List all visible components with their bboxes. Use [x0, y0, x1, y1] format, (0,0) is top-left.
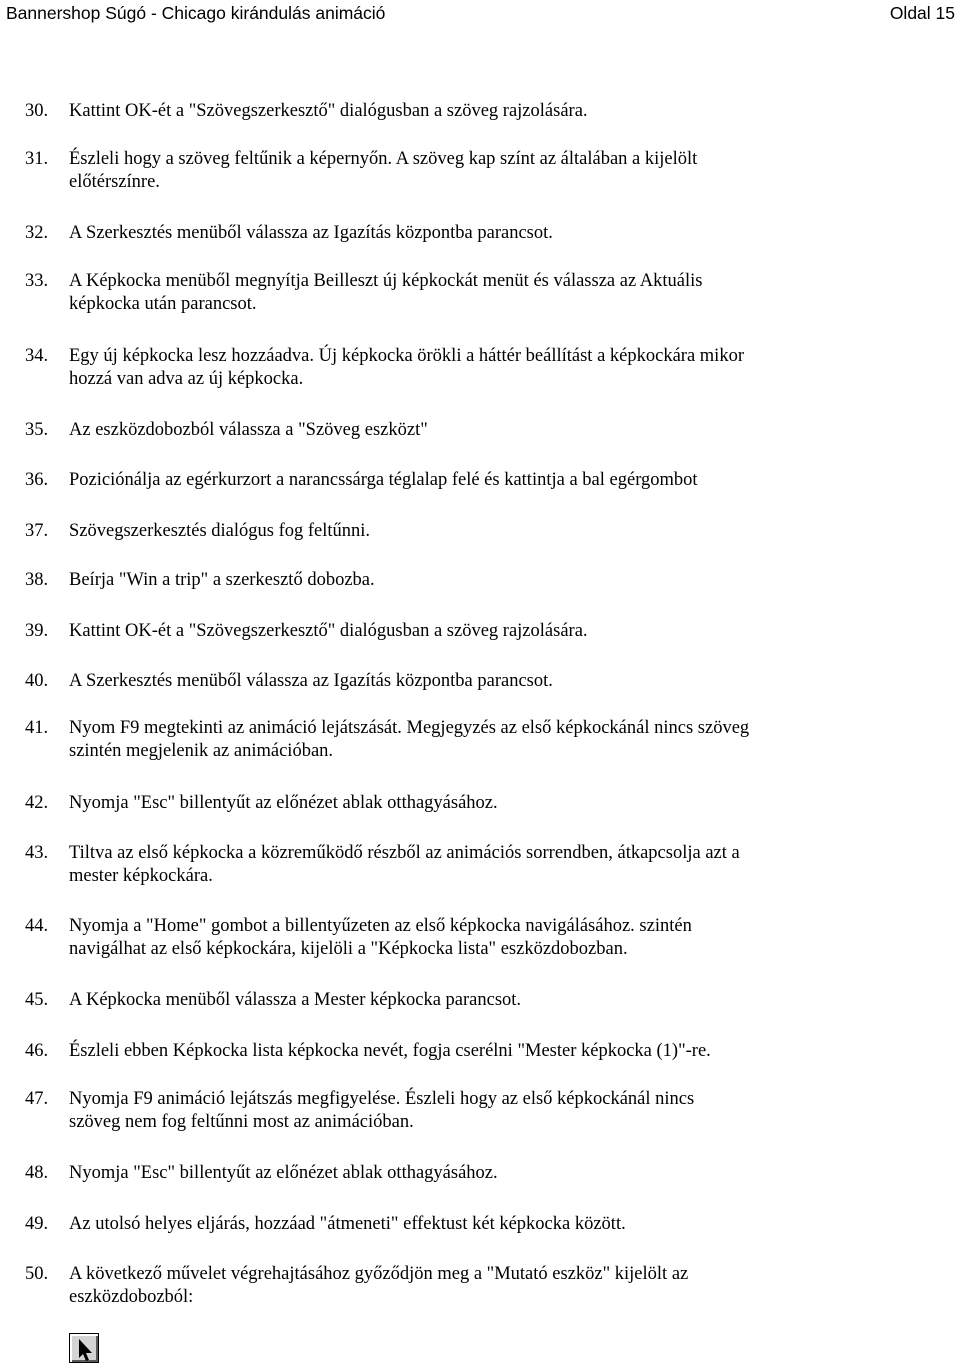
step-text-line: Poziciónálja az egérkurzort a narancssárga téglalap felé és kattintja a bal egérgombot	[69, 470, 698, 490]
step-text-line: szintén megjelenik az animációban.	[69, 741, 334, 761]
step-text	[69, 1088, 929, 1134]
step-text-line: Szövegszerkesztés dialógus fog feltűnni.	[69, 521, 371, 541]
step-number: 46.	[25, 1041, 49, 1061]
step-number: 47.	[25, 1089, 49, 1109]
step-text	[69, 419, 929, 442]
step-number: 35.	[25, 420, 49, 440]
step-text-line: A Képkocka menüből megnyítja Beilleszt új képkockát menüt és válassza az Aktuális	[69, 271, 703, 291]
step-text	[69, 1263, 929, 1309]
step-number: 45.	[25, 990, 49, 1010]
step-text	[69, 1162, 929, 1185]
step-text-line: A következő művelet végrehajtásához győződjön meg a "Mutató eszköz" kijelölt az	[69, 1264, 689, 1284]
step-text	[69, 842, 929, 888]
step-text-line: Egy új képkocka lesz hozzáadva. Új képkocka örökli a háttér beállítást a képkockára mikor	[69, 346, 744, 366]
step-text-line: Nyomja "Esc" billentyűt az előnézet ablak otthagyásához.	[69, 1163, 498, 1183]
step-text	[69, 345, 929, 391]
step-text-line: hozzá van adva az új képkocka.	[69, 369, 304, 389]
step-text-line: Észleli ebben Képkocka lista képkocka nevét, fogja cserélni "Mester képkocka (1)"-re.	[69, 1041, 711, 1061]
step-text	[69, 1213, 929, 1236]
step-number: 43.	[25, 843, 49, 863]
arrow-pointer-icon[interactable]	[69, 1333, 99, 1363]
step-text-line: mester képkockára.	[69, 866, 213, 886]
step-text	[69, 100, 929, 123]
step-text-line: Nyomja "Esc" billentyűt az előnézet ablak otthagyásához.	[69, 793, 498, 813]
step-number: 34.	[25, 346, 49, 366]
step-number: 49.	[25, 1214, 49, 1234]
step-text-line: képkocka után parancsot.	[69, 294, 257, 314]
step-number: 44.	[25, 916, 49, 936]
page-number: Oldal 15	[889, 3, 955, 23]
step-text	[69, 670, 929, 693]
step-text	[69, 717, 929, 763]
step-text-line: Kattint OK-ét a "Szövegszerkesztő" dialógusban a szöveg rajzolására.	[69, 101, 588, 121]
step-text-line: előtérszínre.	[69, 172, 160, 192]
arrow-pointer-glyph	[70, 1334, 100, 1364]
step-number: 40.	[25, 671, 49, 691]
step-number: 36.	[25, 470, 49, 490]
step-text	[69, 1040, 929, 1063]
step-text-line: navigálhat az első képkockára, kijelöli a "Képkocka lista" eszközdobozban.	[69, 939, 628, 959]
step-text-line: Beírja "Win a trip" a szerkesztő dobozba.	[69, 570, 375, 590]
step-text-line: eszközdobozból:	[69, 1287, 194, 1307]
page-header	[0, 0, 960, 30]
step-text-line: Nyomja F9 animáció lejátszás megfigyelése. Észleli hogy az első képkockánál nincs	[69, 1089, 695, 1109]
step-number: 32.	[25, 223, 49, 243]
step-text	[69, 620, 929, 643]
step-text-line: Az eszközdobozból válassza a "Szöveg eszközt"	[69, 420, 428, 440]
step-number: 41.	[25, 718, 49, 738]
header-title: Bannershop Súgó - Chicago kirándulás animáció	[6, 3, 386, 23]
step-text	[69, 148, 929, 194]
step-number: 31.	[25, 149, 49, 169]
step-text-line: Az utolsó helyes eljárás, hozzáad "átmeneti" effektust két képkocka között.	[69, 1214, 626, 1234]
step-text	[69, 270, 929, 316]
step-text-line: Észleli hogy a szöveg feltűnik a képernyőn. A szöveg kap színt az általában a kijelölt	[69, 149, 698, 169]
step-text	[69, 520, 929, 543]
step-text-line: Nyomja a "Home" gombot a billentyűzeten az első képkocka navigálásához. szintén	[69, 916, 692, 936]
step-number: 37.	[25, 521, 49, 541]
step-text	[69, 469, 929, 492]
step-text-line: szöveg nem fog feltűnni most az animációban.	[69, 1112, 414, 1132]
step-text-line: Nyom F9 megtekinti az animáció lejátszását. Megjegyzés az első képkockánál nincs szöveg	[69, 718, 750, 738]
step-text	[69, 222, 929, 245]
step-text-line: A Szerkesztés menüből válassza az Igazítás központba parancsot.	[69, 223, 553, 243]
step-text	[69, 792, 929, 815]
step-number: 38.	[25, 570, 49, 590]
step-number: 30.	[25, 101, 49, 121]
step-number: 33.	[25, 271, 49, 291]
step-text-line: A Képkocka menüből válassza a Mester képkocka parancsot.	[69, 990, 522, 1010]
step-number: 42.	[25, 793, 49, 813]
step-text	[69, 569, 929, 592]
step-number: 50.	[25, 1264, 49, 1284]
step-number: 39.	[25, 621, 49, 641]
step-number: 48.	[25, 1163, 49, 1183]
step-text	[69, 989, 929, 1012]
step-text-line: A Szerkesztés menüből válassza az Igazítás központba parancsot.	[69, 671, 553, 691]
step-text-line: Tiltva az első képkocka a közreműködő részből az animációs sorrendben, átkapcsolja azt a	[69, 843, 740, 863]
step-text	[69, 915, 929, 961]
step-text-line: Kattint OK-ét a "Szövegszerkesztő" dialógusban a szöveg rajzolására.	[69, 621, 588, 641]
